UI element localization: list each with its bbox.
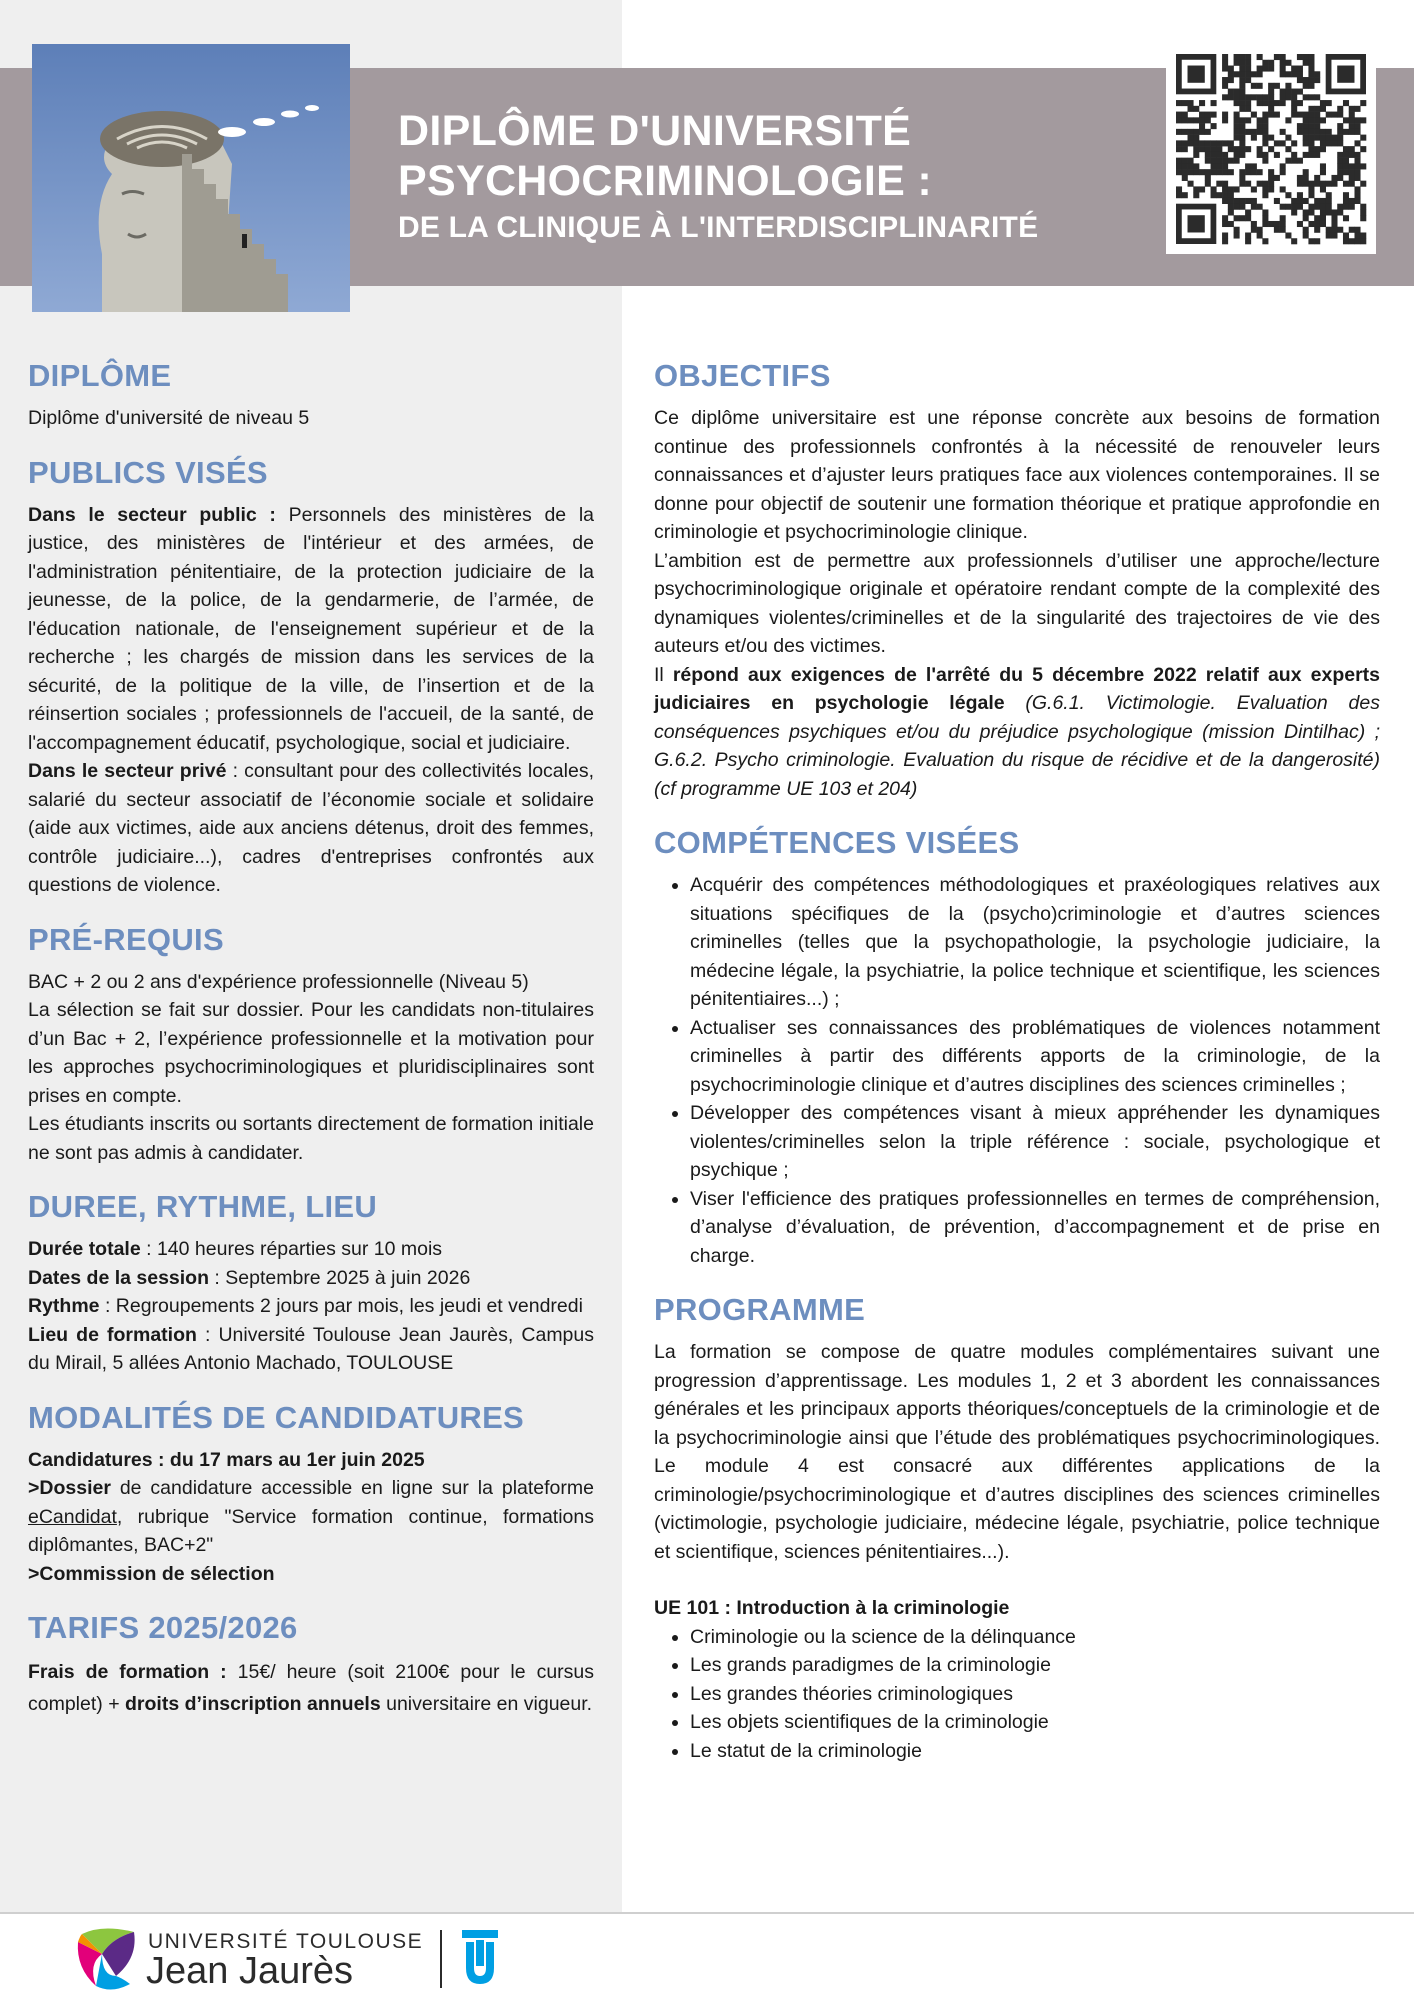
list-item: • Acquérir des compétences méthodologiques et praxéologiques relatives aux situations spécifiques de la (psycho)criminologie et d’autres sciences criminelles (telles que la psychopathologie, la psychologie judiciaire, la médecine légale, la psychiatrie, la police technique et scientifique, les sciences pénitentiaires...) ;: [690, 871, 1380, 1014]
right-column: [654, 358, 1380, 1765]
programme-text: La formation se compose de quatre modules complémentaires suivant une progression d’apprentissage. Les modules 1, 2 et 3 abordent les connaissances générales et les principaux apports théoriques/conceptuels de la criminologie et de la psychocriminologie ainsi que l’étude des problématiques psychocriminologiques. Le module 4 est consacré aux différentes applications de la criminologie/psychocriminologique et d’autres disciplines des sciences criminelles (victimologie, psychologie judiciaire, médecine légale, psychiatrie, police technique et scientifique, sciences pénitentiaires...).: [654, 1341, 1380, 1563]
list-item: • Criminologie ou la science de la délinquance: [690, 1623, 1380, 1652]
prerequis-p2: La sélection se fait sur dossier. Pour les candidats non-titulaires d’un Bac + 2, l’expérience professionnelle et la motivation pour les approches psychocriminologiques et pluridisciplinaires sont prises en compte.: [28, 999, 594, 1107]
list-item: • Le statut de la criminologie: [690, 1737, 1380, 1766]
logo-university-text: UNIVERSITÉ TOULOUSE: [148, 1930, 424, 1953]
cover-illustration: [32, 44, 350, 312]
list-item: • Actualiser ses connaissances des problématiques de violences notamment criminelles à partir des différents apports de la criminologie, de la psychocriminologie clinique et d’autres disciplines des sciences criminelles ;: [690, 1014, 1380, 1100]
tarifs-paragraph: Frais de formation : 15€/ heure (soit 2100€ pour le cursus complet) + droits d’inscription annuels universitaire en vigueur.: [28, 1661, 595, 1715]
ut-monogram-icon: [460, 1928, 500, 1988]
lieu-formation: Lieu de formation : Université Toulouse Jean Jaurès, Campus du Mirail, 5 allées Antonio Machado, TOULOUSE: [28, 1323, 594, 1374]
competences-list: [654, 871, 1380, 1270]
logo-mark-icon: [72, 1924, 144, 1996]
modalites-heading: MODALITÉS DE CANDIDATURES: [28, 1399, 525, 1435]
commission-selection: >Commission de sélection: [28, 1562, 275, 1585]
publics-heading: PUBLICS VISÉS: [28, 454, 268, 490]
title-line-2: PSYCHOCRIMINOLOGIE :: [398, 157, 932, 205]
logo-jean-jaures-text: Jean Jaurès: [146, 1950, 354, 1992]
ue-101-list: [654, 1623, 1380, 1766]
duree-totale: Durée totale : 140 heures réparties sur 10 mois: [28, 1238, 443, 1260]
title-line-3: DE LA CLINIQUE À L'INTERDISCIPLINARITÉ: [398, 211, 1039, 244]
objectifs-p1: Ce diplôme universitaire est une réponse concrète aux besoins de formation continue des professionnels confrontés à la nécessité de renouveler leurs connaissances et d’ajuster leurs pratiques face aux violences contemporaines. Il se donne pour objectif de soutenir une formation théorique et pratique approfondie en criminologie et psychocriminologie clinique.: [654, 407, 1380, 543]
list-item: • Les grands paradigmes de la criminologie: [690, 1651, 1380, 1680]
prerequis-heading: PRÉ-REQUIS: [28, 921, 224, 957]
logo-separator: [440, 1930, 442, 1988]
dossier-paragraph: >Dossier de candidature accessible en ligne sur la plateforme eCandidat, rubrique "Service formation continue, formations diplômantes, BAC+2": [28, 1477, 594, 1556]
tarifs-heading: TARIFS 2025/2026: [28, 1610, 298, 1645]
document-title: [398, 106, 1158, 248]
list-item: • Les objets scientifiques de la criminologie: [690, 1708, 1380, 1737]
university-logo[interactable]: [72, 1920, 532, 1998]
objectifs-heading: OBJECTIFS: [654, 358, 831, 393]
ue-101-title: UE 101 : Introduction à la criminologie: [654, 1597, 1010, 1619]
list-item: • Développer des compétences visant à mieux appréhender les dynamiques violentes/criminelles selon la triple référence : sociale, psychologique et psychique ;: [690, 1099, 1380, 1185]
duree-heading: DUREE, RYTHME, LIEU: [28, 1189, 378, 1224]
title-line-1: DIPLÔME D'UNIVERSITÉ: [398, 107, 912, 155]
diplome-text: Diplôme d'université de niveau 5: [28, 407, 310, 429]
list-item: • Les grandes théories criminologiques: [690, 1680, 1380, 1709]
objectifs-p3: Il répond aux exigences de l'arrêté du 5 décembre 2022 relatif aux experts judiciaires en psychologie légale (G.6.1. Victimologie. Evaluation des conséquences psychiques et/ou du préjudice psychologique (mission Dintilhac) ; G.6.2. Psycho criminologie. Evaluation du risque de récidive et de la dangerosité) (cf programme UE 103 et 204): [654, 663, 1381, 800]
diplome-heading: DIPLÔME: [28, 358, 172, 393]
competences-heading: COMPÉTENCES VISÉES: [654, 825, 1020, 860]
list-item: • Viser l'efficience des pratiques professionnelles en termes de compréhension, d’analyse d’évaluation, de prévention, d’accompagnement et de prise en charge.: [690, 1185, 1380, 1271]
footer-divider: [0, 1912, 1414, 1914]
ecandidat-link[interactable]: eCandidat: [28, 1505, 117, 1528]
objectifs-p2: L’ambition est de permettre aux professionnels d’utiliser une approche/lecture psychocriminologique originale et opératoire rendant compte de la complexité des dynamiques violentes/criminelles et de la singularité des trajectoires de vie des auteurs et/ou des victimes.: [654, 549, 1380, 657]
rythme: Rythme : Regroupements 2 jours par mois, les jeudi et vendredi: [28, 1295, 583, 1317]
dates-session: Dates de la session : Septembre 2025 à juin 2026: [28, 1266, 471, 1289]
programme-heading: PROGRAMME: [654, 1292, 866, 1327]
candidatures-dates: Candidatures : du 17 mars au 1er juin 2025: [28, 1448, 425, 1471]
prerequis-p3: Les étudiants inscrits ou sortants directement de formation initiale ne sont pas admis à candidater.: [28, 1113, 594, 1164]
qr-code[interactable]: [1166, 44, 1376, 254]
publics-public-paragraph: Dans le secteur public : Personnels des ministères de la justice, des ministères de l'intérieur et des armées, de l'administration pénitentiaire, de la protection judiciaire de la jeunesse, de la police, de la gendarmerie, de l’armée, de l'éducation nationale, de l'enseignement supérieur et de la recherche ; les chargés de mission dans les services de la sécurité, de la politique de la ville, de l’insertion et de la réinsertion sociales ; professionnels de l'accueil, de la santé, de l'accompagnement éducatif, psychologique, social et judiciaire.: [28, 503, 594, 754]
publics-prive-paragraph: Dans le secteur privé : consultant pour des collectivités locales, salarié du secteur associatif de l’économie sociale et solidaire (aide aux victimes, aide aux anciens détenus, droit des femmes, contrôle judiciaire...), cadres d'entreprises confrontés aux questions de violence.: [28, 760, 594, 896]
prerequis-p1: BAC + 2 ou 2 ans d'expérience professionnelle (Niveau 5): [28, 970, 529, 993]
left-column: [28, 358, 594, 1720]
